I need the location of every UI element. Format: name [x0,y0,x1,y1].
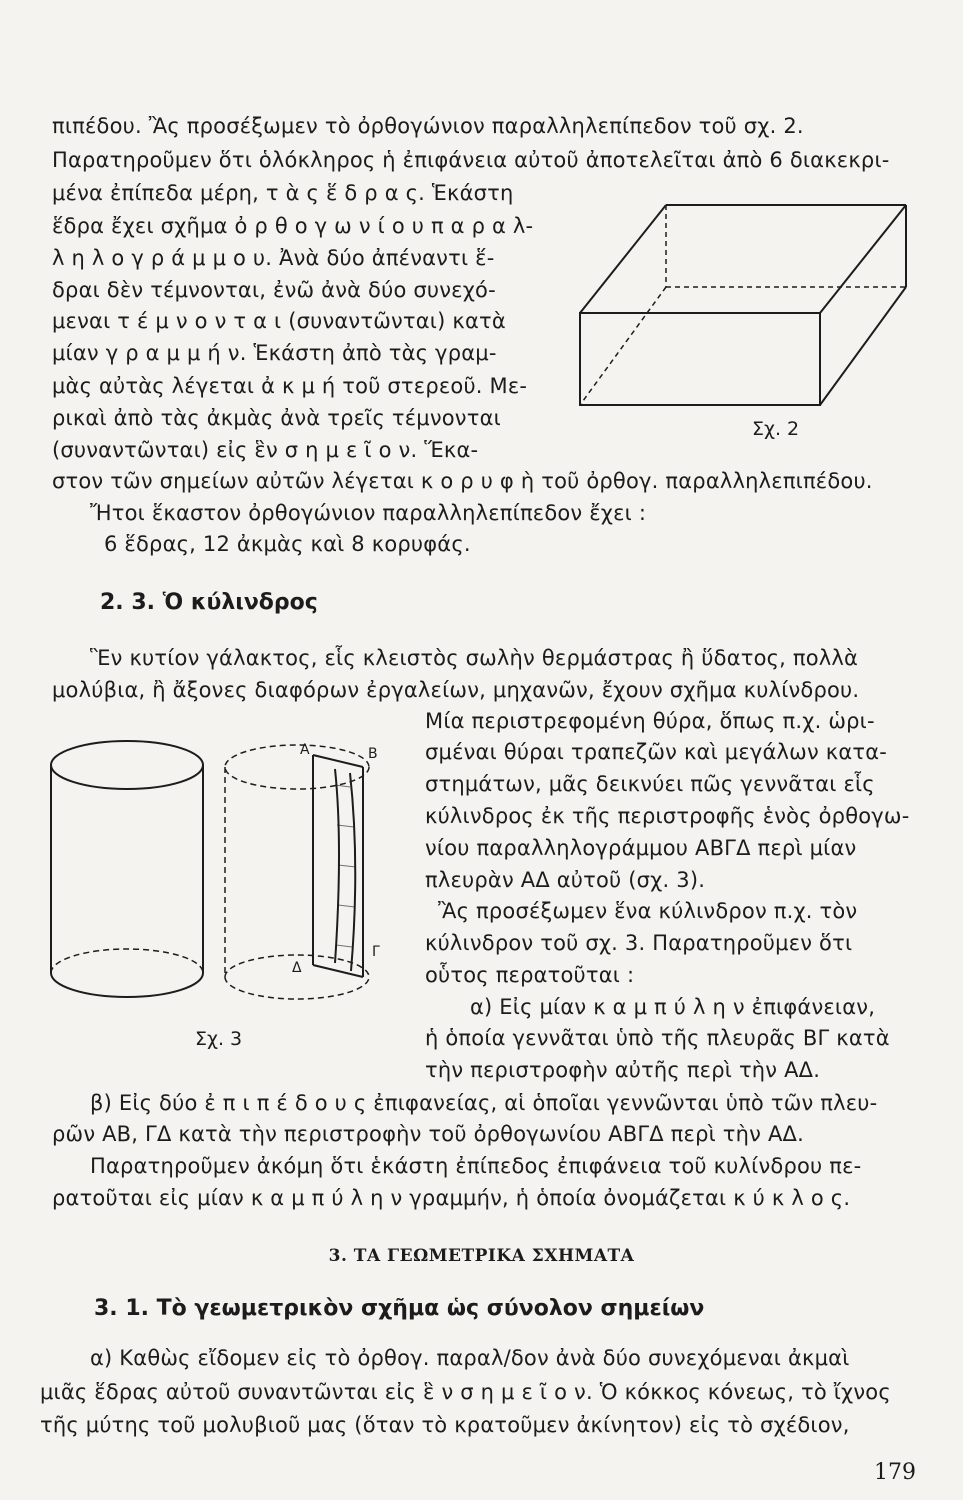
text-line: οὗτος περατοῦται : [425,963,635,987]
text-line: στον τῶν σημείων αὐτῶν λέγεται κ ο ρ υ φ ὴ τοῦ ὀρθογ. παραλληλεπιπέδου. [52,469,873,493]
text-line: α) Καθὼς εἴδομεν εἰς τὸ ὀρθογ. παραλ/δον ἀνὰ δύο συνεχόμεναι ἀκμαὶ [90,1346,850,1370]
text-line: ρικαὶ ἀπὸ τὰς ἀκμὰς ἀνὰ τρεῖς τέμνονται [52,406,501,430]
text-line: 6 ἕδρας, 12 ἀκμὰς καὶ 8 κορυφάς. [104,532,471,556]
text-line: α) Εἰς μίαν κ α μ π ύ λ η ν ἐπιφάνειαν, [470,995,876,1019]
label-vertex-b: Β [368,746,378,762]
figure-3-caption: Σχ. 3 [195,1028,243,1050]
section-heading-geometric-shape: 3. 1. Τὸ γεωμετρικὸν σχῆμα ὡς σύνολον σημείων [94,1296,705,1321]
text-line: ἕδρα ἔχει σχῆμα ὀ ρ θ ο γ ω ν ί ο υ π α ρ α λ- [52,214,534,238]
text-line: δραι δὲν τέμνονται, ἐνῶ ἀνὰ δύο συνεχό- [52,278,496,302]
text-line: κύλινδρος ἐκ τῆς περιστροφῆς ἑνὸς ὀρθογω- [425,804,910,828]
text-line: Παρατηροῦμεν ὅτι ὁλόκληρος ἡ ἐπιφάνεια αὐτοῦ ἀποτελεῖται ἀπὸ 6 διακεκρι- [52,148,890,172]
text-line: μολύβια, ἢ ἄξονες διαφόρων ἐργαλείων, μηχανῶν, ἔχουν σχῆμα κυλίνδρου. [52,678,860,702]
text-line: τὴν περιστροφὴν αὐτῆς περὶ τὴν ΑΔ. [425,1058,821,1082]
text-line: μίαν γ ρ α μ μ ή ν. Ἑκάστη ἀπὸ τὰς γραμ- [52,341,497,365]
text-line: λ η λ ο γ ρ ά μ μ ο υ. Ἀνὰ δύο ἀπέναντι ἕ- [52,246,495,270]
text-line: Μία περιστρεφομένη θύρα, ὅπως π.χ. ὡρι- [425,709,875,733]
text-line: στημάτων, μᾶς δεικνύει πῶς γεννᾶται εἷς [425,772,875,796]
solid-cylinder [51,741,203,997]
text-line: Παρατηροῦμεν ἀκόμη ὅτι ἑκάστη ἐπίπεδος ἐπιφάνεια τοῦ κυλίνδρου πε- [90,1154,862,1178]
label-vertex-a: Α [300,742,310,758]
text-line: β) Εἰς δύο ἐ π ι π έ δ ο υ ς ἐπιφανείας, αἱ ὁποῖαι γεννῶνται ὑπὸ τῶν πλευ- [90,1091,878,1115]
text-line: πλευρὰν ΑΔ αὐτοῦ (σχ. 3). [425,868,706,892]
figure-2-caption: Σχ. 2 [752,418,800,440]
text-line: κύλινδρον τοῦ σχ. 3. Παρατηροῦμεν ὅτι [425,931,853,955]
text-line: νίου παραλληλογράμμου ΑΒΓΔ περὶ μίαν [425,836,857,860]
figure-parallelepiped [570,195,915,425]
text-line: Ἤτοι ἕκαστον ὀρθογώνιον παραλληλεπίπεδον ἔχει : [90,501,647,525]
page-number: 179 [874,1460,916,1485]
section-heading-cylinder: 2. 3. Ὁ κύλινδρος [100,590,318,615]
text-line: μιᾶς ἕδρας αὐτοῦ συναντῶνται εἰς ἓ ν σ η μ ε ῖ ο ν. Ὁ κόκκος κόνεως, τὸ ἴχνος [40,1380,891,1404]
text-line: σμέναι θύραι τραπεζῶν καὶ μεγάλων κατα- [425,740,888,764]
text-line: Ἂς προσέξωμεν ἕνα κύλινδρον π.χ. τὸν [438,899,858,923]
chapter-heading: 3. ΤΑ ΓΕΩΜΕΤΡΙΚΑ ΣΧΗΜΑΤΑ [328,1246,635,1266]
label-vertex-d: Δ [292,960,302,976]
hidden-edge [580,287,666,405]
text-line: Ἓν κυτίον γάλακτος, εἷς κλειστὸς σωλὴν θερμάστρας ἢ ὕδατος, πολλὰ [90,646,859,670]
text-line: ρατοῦται εἰς μίαν κ α μ π ύ λ η ν γραμμήν, ἡ ὁποία ὀνομάζεται κ ύ κ λ ο ς. [52,1186,851,1210]
figure-cylinders [45,725,400,1030]
front-face [580,313,820,405]
text-line: μὰς αὐτὰς λέγεται ἀ κ μ ή τοῦ στερεοῦ. Με- [52,374,528,398]
label-vertex-g: Γ [372,944,380,960]
text-line: (συναντῶνται) εἰς ἓν σ η μ ε ῖ ο ν. Ἕκα- [52,438,479,462]
text-line: πιπέδου. Ἂς προσέξωμεν τὸ ὀρθογώνιον παραλληλεπίπεδον τοῦ σχ. 2. [52,114,804,138]
text-line: ἡ ὁποία γεννᾶται ὑπὸ τῆς πλευρᾶς ΒΓ κατὰ [425,1026,890,1050]
text-line: μένα ἐπίπεδα μέρη, τ ὰ ς ἕ δ ρ α ς. Ἑκάστη [52,181,514,205]
text-line: ρῶν ΑΒ, ΓΔ κατὰ τὴν περιστροφὴν τοῦ ὀρθογωνίου ΑΒΓΔ περὶ τὴν ΑΔ. [52,1122,804,1146]
text-line: μεναι τ έ μ ν ο ν τ α ι (συναντῶνται) κατὰ [52,309,506,333]
text-line: τῆς μύτης τοῦ μολυβιοῦ μας (ὅταν τὸ κρατοῦμεν ἀκίνητον) εἰς τὸ σχέδιον, [40,1413,850,1437]
